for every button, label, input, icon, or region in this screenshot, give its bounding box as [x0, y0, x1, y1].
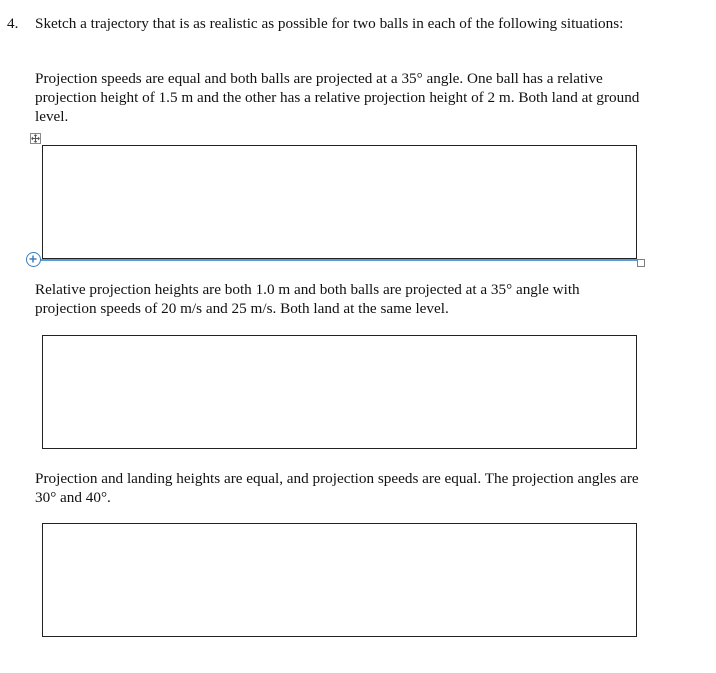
plus-circle-icon[interactable]	[26, 252, 41, 267]
insert-row-indicator-line	[40, 259, 640, 261]
question-prompt: Sketch a trajectory that is as realistic as possible for two balls in each of the following situations:	[35, 15, 624, 32]
table-resize-handle-icon[interactable]	[637, 259, 645, 267]
sketch-box-1[interactable]	[42, 145, 637, 259]
situation-1-text: Projection speeds are equal and both balls are projected at a 35° angle. One ball has a relative projection height of 1.5 m and the other has a relative projection height of 2 m. Both land at ground level.	[35, 70, 640, 125]
question-number: 4.	[7, 15, 19, 32]
situation-3-text: Projection and landing heights are equal, and projection speeds are equal. The projection angles are 30° and 40°.	[35, 470, 639, 506]
table-move-handle-icon[interactable]	[30, 133, 41, 144]
sketch-box-3[interactable]	[42, 523, 637, 637]
sketch-box-2[interactable]	[42, 335, 637, 449]
situation-2-text: Relative projection heights are both 1.0 m and both balls are projected at a 35° angle with projection speeds of 20 m/s and 25 m/s. Both land at the same level.	[35, 281, 580, 317]
